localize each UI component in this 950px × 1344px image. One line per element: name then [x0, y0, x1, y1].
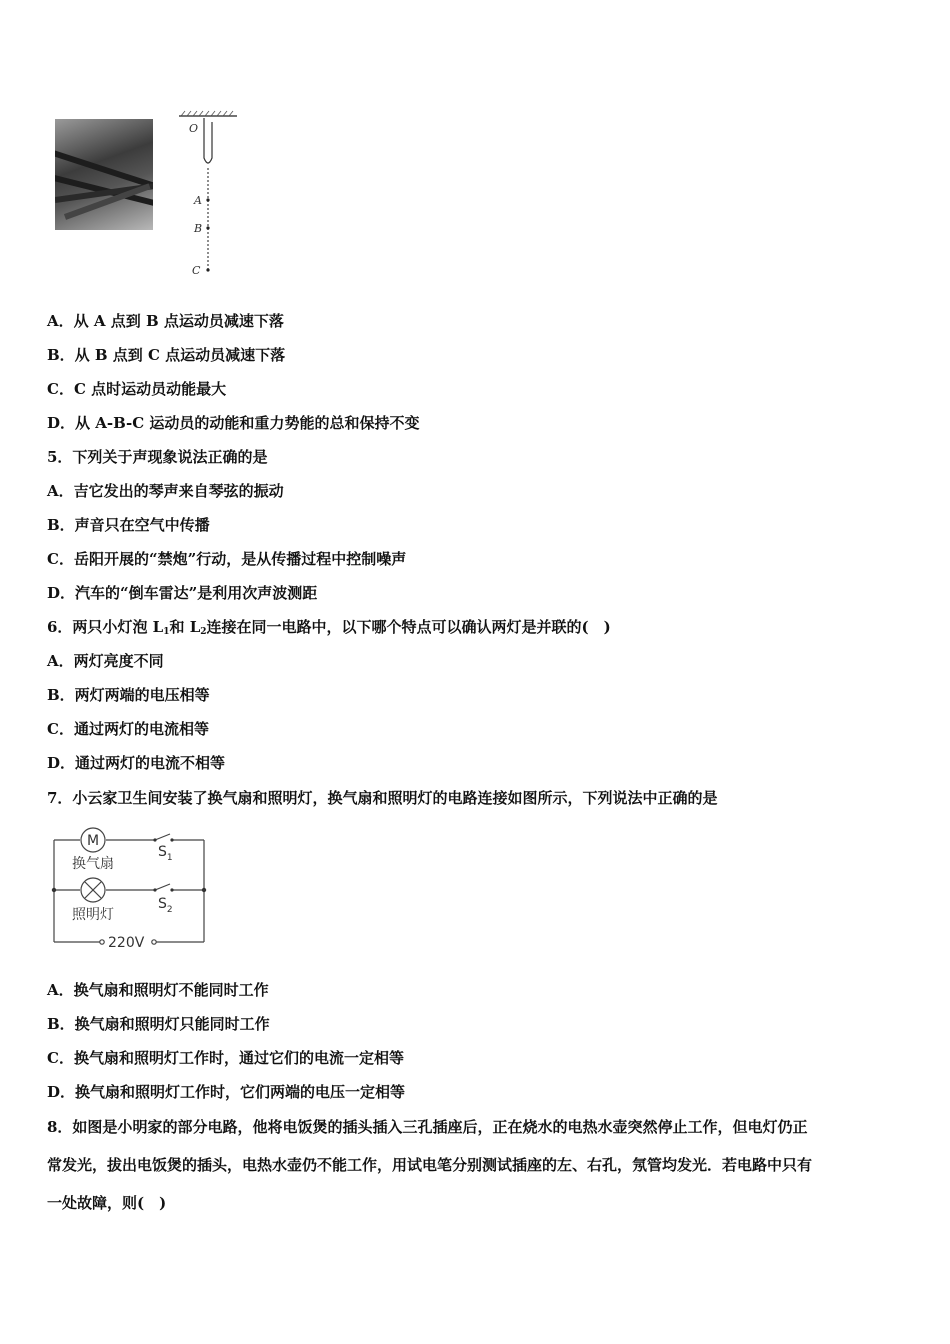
q8-line-1: 8．如图是小明家的部分电路，他将电饭煲的插头插入三孔插座后，正在烧水的电热水壶突然停止工作，但电灯仍正 — [47, 1118, 808, 1136]
switch-s2-label: $S_2$ — [158, 896, 173, 915]
q6-option-a: A．两灯亮度不同 — [47, 652, 164, 670]
q7-option-d: D．换气扇和照明灯工作时，它们两端的电压一定相等 — [47, 1083, 406, 1101]
q4-option-b: B．从 B 点到 C 点运动员减速下落 — [47, 346, 286, 364]
q7-stem: 7．小云家卫生间安装了换气扇和照明灯，换气扇和照明灯的电路连接如图所示，下列说法中正确的是 — [47, 789, 718, 807]
point-a-label: A — [194, 194, 202, 207]
q8-line-3: 一处故障，则( ) — [47, 1194, 167, 1212]
q5-option-b: B．声音只在空气中传播 — [47, 516, 210, 534]
q6-option-c: C．通过两灯的电流相等 — [47, 720, 209, 738]
q6-option-d: D．通过两灯的电流不相等 — [47, 754, 226, 772]
q6-option-b: B．两灯两端的电压相等 — [47, 686, 210, 704]
bungee-photo — [55, 119, 153, 230]
q7-option-c: C．换气扇和照明灯工作时，通过它们的电流一定相等 — [47, 1049, 404, 1067]
point-o-label: O — [189, 122, 199, 135]
q4-option-a: A．从 A 点到 B 点运动员减速下落 — [47, 312, 284, 330]
voltage-label: 220V — [108, 935, 145, 951]
q5-option-a: A．吉它发出的琴声来自琴弦的振动 — [47, 482, 284, 500]
lamp-label: 照明灯 — [72, 907, 114, 923]
q7-option-a: A．换气扇和照明灯不能同时工作 — [47, 981, 269, 999]
fan-label: 换气扇 — [72, 856, 114, 872]
q5-stem: 5．下列关于声现象说法正确的是 — [47, 448, 268, 466]
q4-option-d: D．从 A-B-C 运动员的动能和重力势能的总和保持不变 — [47, 414, 420, 432]
q5-option-c: C．岳阳开展的“禁炮”行动，是从传播过程中控制噪声 — [47, 550, 407, 568]
switch-s1-label: $S_1$ — [158, 844, 173, 863]
motor-symbol: M — [87, 833, 100, 849]
point-b-label: B — [194, 222, 203, 235]
q8-line-2: 常发光，拔出电饭煲的插头，电热水壶仍不能工作，用试电笔分别测试插座的左、右孔，氖管均发光．若电路中只有 — [47, 1156, 813, 1174]
rope-diagram — [175, 110, 245, 285]
point-c-label: C — [192, 264, 201, 277]
q6-stem: 6．两只小灯泡 $L_1$和 $L_2$连接在同一电路中，以下哪个特点可以确认两灯是并联的( ) — [47, 618, 611, 637]
q5-option-d: D．汽车的“倒车雷达”是利用次声波测距 — [47, 584, 318, 602]
q7-option-b: B．换气扇和照明灯只能同时工作 — [47, 1015, 270, 1033]
circuit-diagram — [50, 826, 210, 954]
q4-option-c: C．C 点时运动员动能最大 — [47, 380, 227, 398]
